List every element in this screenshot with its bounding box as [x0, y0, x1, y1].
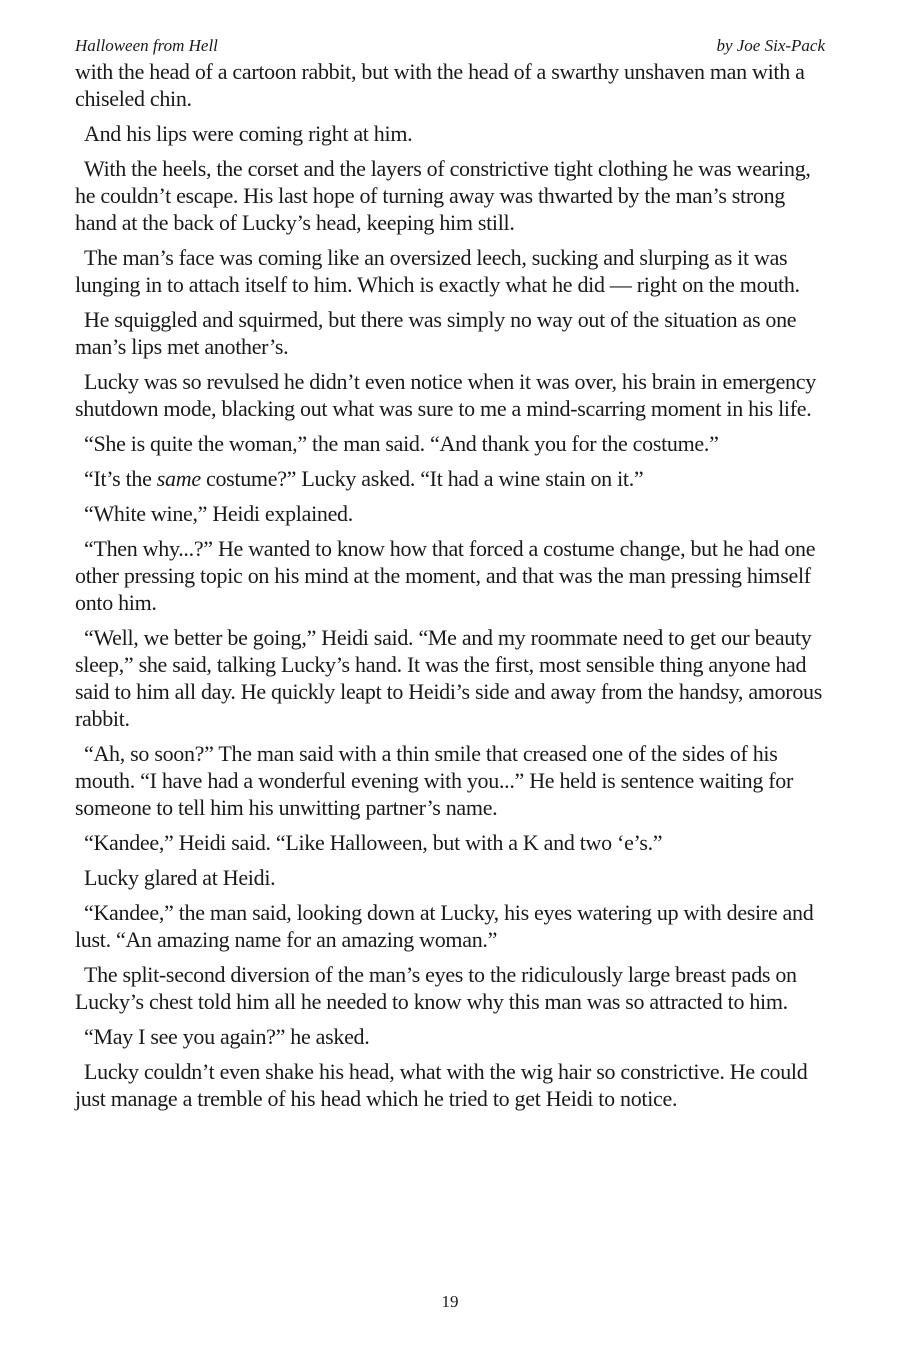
body-paragraph: “Then why...?” He wanted to know how that forced a costume change, but he had one other pressing topic on his mind at the moment, and that was the man pressing himself onto him.: [75, 536, 816, 615]
body-paragraph: With the heels, the corset and the layers of constrictive tight clothing he was wearing, he couldn’t escape. His last hope of turning away was thwarted by the man’s strong hand at the back of Lucky’s head, keeping him still.: [75, 156, 811, 235]
body-paragraph: And his lips were coming right at him.: [84, 121, 413, 146]
running-header: [75, 36, 825, 56]
body-paragraph: He squiggled and squirmed, but there was simply no way out of the situation as one man’s lips met another’s.: [75, 307, 797, 359]
body-paragraph: The split-second diversion of the man’s eyes to the ridiculously large breast pads on Lucky’s chest told him all he needed to know why this man was so attracted to him.: [75, 962, 797, 1014]
body-paragraph: “White wine,” Heidi explained.: [84, 501, 353, 526]
book-title: Halloween from Hell: [75, 36, 218, 55]
body-paragraph: The man’s face was coming like an oversized leech, sucking and slurping as it was lunging in to attach itself to him. Which is exactly what he did — right on the mouth.: [75, 245, 800, 297]
body-text: [75, 58, 825, 1112]
page-number: 19: [441, 1292, 459, 1311]
body-paragraph: “May I see you again?” he asked.: [84, 1024, 370, 1049]
body-paragraph: Lucky was so revulsed he didn’t even notice when it was over, his brain in emergency shutdown mode, blacking out what was sure to me a mind-scarring moment in his life.: [75, 369, 816, 421]
body-paragraph: “Well, we better be going,” Heidi said. “Me and my roommate need to get our beauty sleep,” she said, talking Lucky’s hand. It was the first, most sensible thing anyone had said to him all day. He quickly leapt to Heidi’s side and away from the handsy, amorous rabbit.: [75, 625, 822, 731]
body-paragraph: with the head of a cartoon rabbit, but with the head of a swarthy unshaven man with a chiseled chin.: [75, 59, 805, 111]
body-paragraph: Lucky glared at Heidi.: [84, 865, 276, 890]
body-paragraph: “Kandee,” the man said, looking down at Lucky, his eyes watering up with desire and lust. “An amazing name for an amazing woman.”: [75, 900, 814, 952]
body-paragraph: “Kandee,” Heidi said. “Like Halloween, but with a K and two ‘e’s.”: [84, 830, 663, 855]
body-paragraph: “Ah, so soon?” The man said with a thin smile that creased one of the sides of his mouth. “I have had a wonderful evening with you...” He held is sentence waiting for someone to tell him his unwitting partner’s name.: [75, 741, 793, 820]
emphasized-word: same: [156, 466, 201, 491]
page: [75, 36, 825, 1120]
body-paragraph: “She is quite the woman,” the man said. “And thank you for the costume.”: [84, 431, 719, 456]
author-name: by Joe Six-Pack: [716, 36, 825, 55]
body-paragraph: Lucky couldn’t even shake his head, what with the wig hair so constrictive. He could just manage a tremble of his head which he tried to get Heidi to notice.: [75, 1059, 808, 1111]
body-paragraph: “It’s the same costume?” Lucky asked. “It had a wine stain on it.”: [84, 466, 644, 491]
